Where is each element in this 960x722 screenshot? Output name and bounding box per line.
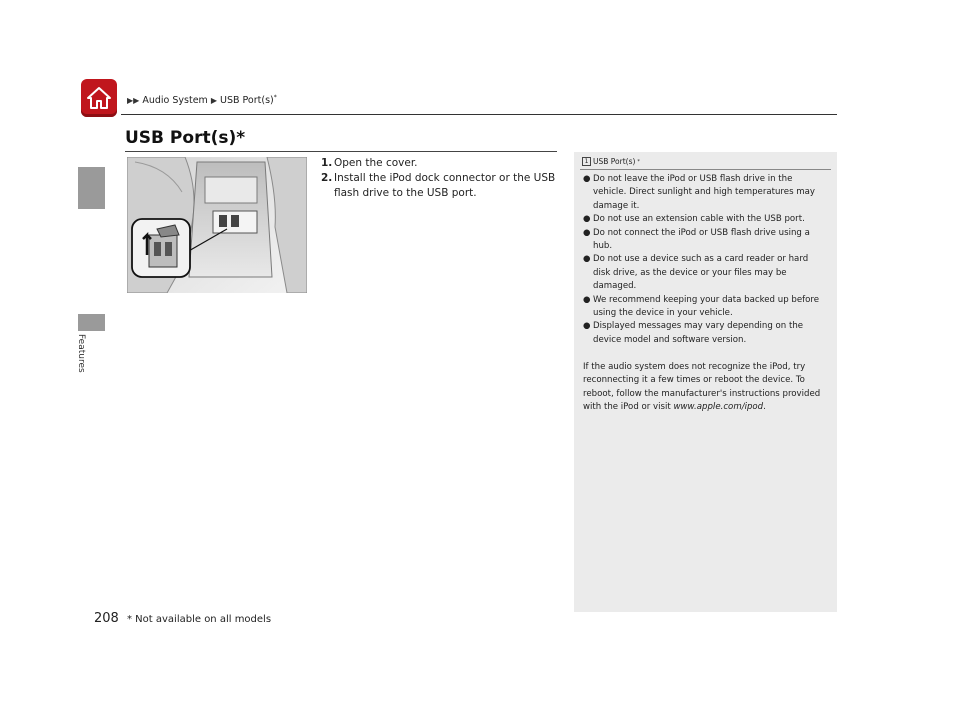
bullet-icon: ● [583,214,591,225]
home-button[interactable] [81,79,117,117]
title-asterisk: * [236,128,246,148]
bullet-text: We recommend keeping your data backed up before using the device in your vehicle. [593,294,820,319]
step-text: Open the cover. [334,157,418,169]
bullet-icon: ● [583,227,591,238]
step-number: 1. [321,157,333,169]
footnote: * Not available on all models [127,614,272,625]
breadcrumb-arrow-icon: ▶ [210,96,217,106]
step-number: 2. [321,172,333,184]
list-item [583,320,827,347]
header-divider [121,114,837,115]
bullet-icon: ● [583,174,591,184]
list-item [583,294,827,321]
note-divider [580,169,831,170]
note-heading-text: USB Port(s) [593,157,636,166]
bullet-icon: ● [583,254,591,265]
bullet-icon: ● [583,321,591,332]
breadcrumb-asterisk: * [273,94,277,101]
page-title [125,128,245,148]
breadcrumb [127,94,277,106]
home-icon [86,86,112,110]
note-heading-asterisk: * [637,158,640,165]
bullet-text: Do not leave the iPod or USB flash drive in the vehicle. Direct sunlight and high temperatures may damage it. [593,174,815,211]
instruction-steps [321,156,561,201]
bullet-text: Do not connect the iPod or USB flash drive using a hub. [593,227,810,252]
bullet-icon: ● [583,294,591,305]
note-paragraph-end: . [763,402,766,413]
side-tab-label: Features [76,334,86,373]
note-heading [582,157,640,166]
step-text: Install the iPod dock connector or the USB flash drive to the USB port. [334,172,556,199]
apple-ipod-link[interactable]: www.apple.com/ipod [673,402,764,413]
note-reference-icon: 1 [582,157,591,166]
note-paragraph [583,361,831,415]
page-number: 208 [94,611,119,626]
list-item [583,227,827,254]
step-item [321,156,561,171]
console-drawing [127,157,307,293]
bullet-text: Do not use an extension cable with the USB port. [593,214,805,225]
step-item [321,171,561,201]
breadcrumb-current: USB Port(s) [220,95,274,107]
note-paragraph-text: If the audio system does not recognize the iPod, try reconnecting it a few times or reboot the device. To reboot, follow the manufacturer's instructions provided with the iPod or visit [583,362,821,413]
bullet-text: Displayed messages may vary depending on the device model and software version. [593,321,804,345]
side-tab-upper [78,167,105,209]
side-tab-features[interactable] [78,314,105,331]
list-item [583,173,827,213]
page-title-text: USB Port(s) [125,128,237,148]
breadcrumb-arrow-icon: ▶▶ [127,96,140,106]
list-item [583,213,827,226]
breadcrumb-link-audio-system[interactable]: Audio System [142,95,208,107]
note-panel [574,152,837,612]
title-divider [125,151,557,152]
usb-port-illustration [127,157,307,293]
bullet-text: Do not use a device such as a card reader or hard disk drive, as the device or your files may be damaged. [593,254,809,292]
note-bullet-list [583,173,827,347]
list-item [583,253,827,293]
